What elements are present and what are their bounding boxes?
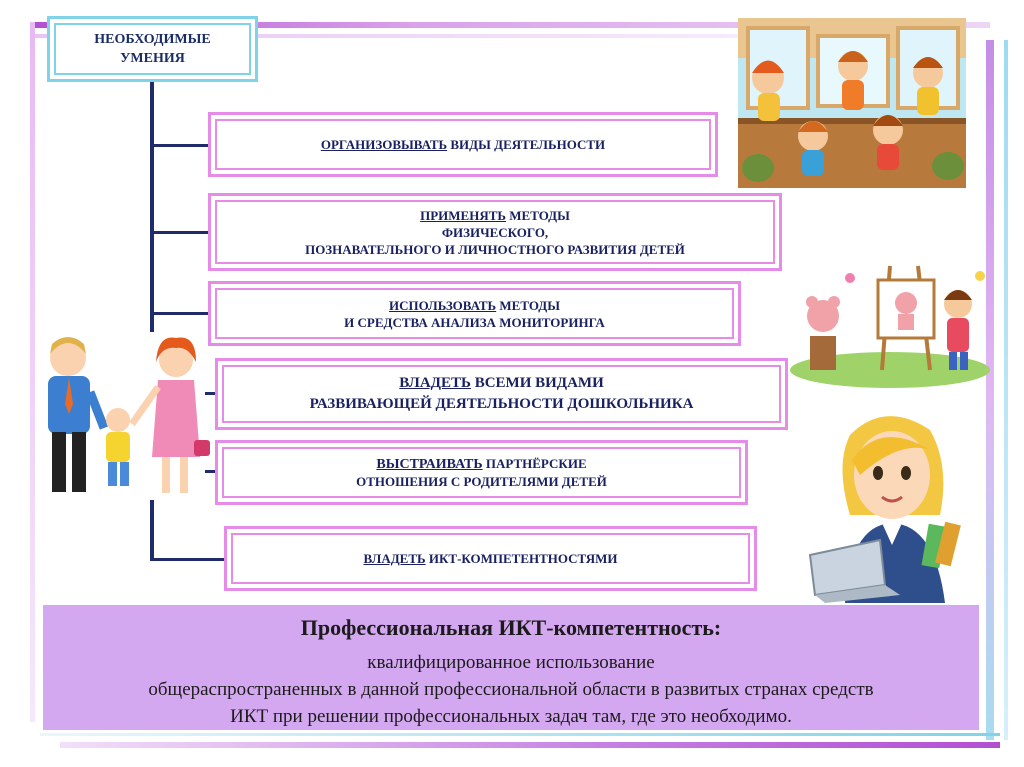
skill-line2: ОТНОШЕНИЯ С РОДИТЕЛЯМИ ДЕТЕЙ [356,474,607,489]
connector-6 [150,558,230,561]
skill-box-apply [208,193,782,271]
skill-box-organize [208,112,718,177]
skill-box-use [208,281,741,346]
children-dancing-illustration [738,18,966,188]
left-frame-bar [30,22,35,722]
skill-verb: ВЫСТРАИВАТЬ [376,457,483,472]
skill-box-master-development [215,358,788,430]
skill-rest: ПАРТНЁРСКИЕ [482,456,587,471]
connector-2 [150,231,212,234]
skill-rest: МЕТОДЫ [506,207,570,223]
skill-verb: ВЛАДЕТЬ [363,551,426,566]
right-frame-bar-2 [1004,40,1008,740]
definition-title: Профессиональная ИКТ-компетентность: [300,615,722,640]
bottom-frame-bar-2 [40,733,1000,736]
skills-title-line2: УМЕНИЯ [120,51,185,66]
skill-verb: ОРГАНИЗОВЫВАТЬ [320,137,448,152]
skills-title-box [47,16,258,82]
skill-verb: ВЛАДЕТЬ [399,375,471,391]
child-painting-illustration [790,258,995,390]
skill-verb: ПРИМЕНЯТЬ [420,207,506,223]
skills-title-line1: НЕОБХОДИМЫЕ [94,32,211,47]
skill-line2: РАЗВИВАЮЩЕЙ ДЕЯТЕЛЬНОСТИ ДОШКОЛЬНИКА [309,396,694,412]
skill-box-partnership [215,440,748,505]
ict-competence-definition [43,605,979,730]
skill-verb: ИСПОЛЬЗОВАТЬ [388,297,497,313]
skill-line2: И СРЕДСТВА АНАЛИЗА МОНИТОРИНГА [344,314,605,330]
bottom-frame-bar [60,742,1000,748]
connector-3 [150,312,212,315]
definition-text [43,649,979,730]
teacher-laptop-illustration [790,405,990,603]
skill-rest: ВСЕМИ ВИДАМИ [470,375,604,391]
definition-line3: ИКТ при решении профессиональных задач там, где это необходимо. [230,706,792,727]
skill-line2: ФИЗИЧЕСКОГО, [441,224,549,240]
connector-trunk-top [150,82,154,332]
definition-line2: общераспространенных в данной профессиональной области в развитых странах средств [148,679,874,700]
connector-trunk-bottom [150,500,154,560]
skill-rest: МЕТОДЫ [496,297,561,313]
skill-box-ict [224,526,757,591]
skill-rest: ИКТ-КОМПЕТЕНТНОСТЯМИ [425,551,618,566]
definition-line1: квалифицированное использование [367,652,655,673]
skills-title [54,23,251,75]
skill-rest: ВИДЫ ДЕЯТЕЛЬНОСТИ [447,137,606,152]
skill-line3: ПОЗНАВАТЕЛЬНОГО И ЛИЧНОСТНОГО РАЗВИТИЯ ДЕТЕЙ [305,241,685,257]
connector-1 [150,144,212,147]
family-illustration [38,332,218,507]
